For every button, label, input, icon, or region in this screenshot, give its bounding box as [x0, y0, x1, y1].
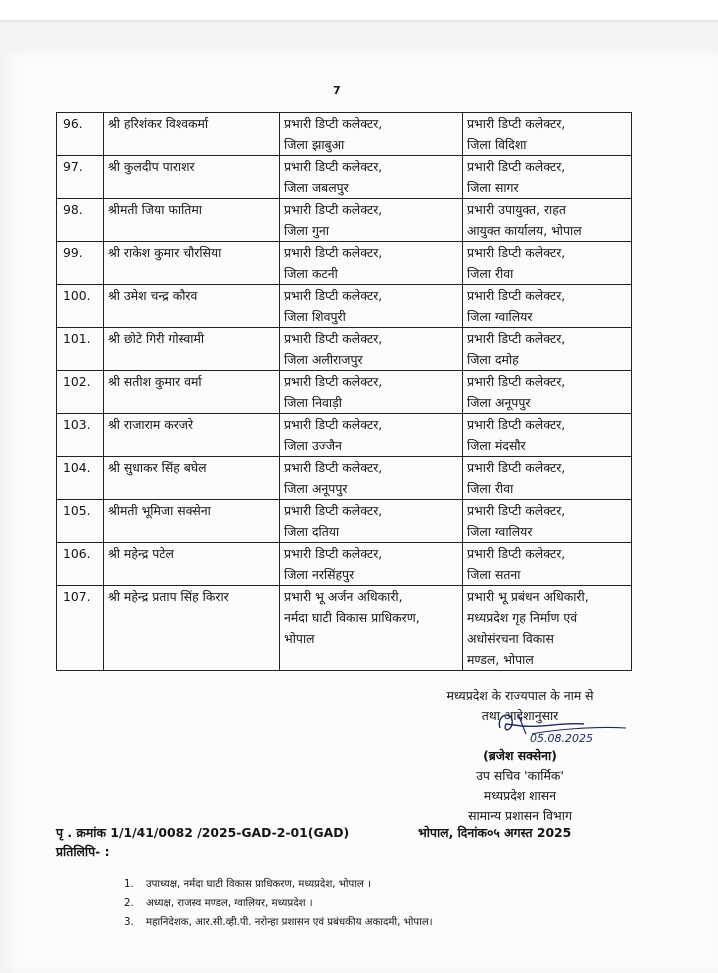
- new-posting-line: प्रभारी डिप्टी कलेक्टर,: [467, 546, 566, 561]
- officer-name-cell: श्री सुधाकर सिंह बघेल: [104, 457, 280, 500]
- serial-cell: 107.: [57, 586, 104, 671]
- signer-department: सामान्य प्रशासन विभाग: [468, 808, 572, 823]
- new-posting-cell: [463, 586, 632, 671]
- current-posting-cell: [280, 113, 463, 156]
- current-posting-cell: [280, 500, 463, 543]
- new-posting-line: प्रभारी डिप्टी कलेक्टर,: [467, 460, 566, 475]
- table-row: [57, 199, 632, 242]
- current-posting-line: जिला झाबुआ: [284, 137, 345, 152]
- new-posting-line: प्रभारी डिप्टी कलेक्टर,: [467, 374, 566, 389]
- current-posting-cell: [280, 414, 463, 457]
- officer-name-cell: श्री महेन्द्र प्रताप सिंह किरार: [104, 586, 280, 671]
- current-posting-line: प्रभारी डिप्टी कलेक्टर,: [284, 374, 383, 389]
- new-posting-line: प्रभारी डिप्टी कलेक्टर,: [467, 503, 566, 518]
- current-posting-cell: [280, 586, 463, 671]
- serial-cell: 100.: [57, 285, 104, 328]
- distribution-item: 2. अध्यक्ष, राजस्व मण्डल, ग्वालियर, मध्यप्रदेश ।: [124, 898, 313, 909]
- current-posting-line: जिला कटनी: [284, 266, 338, 281]
- table-row: [57, 328, 632, 371]
- table-row: [57, 586, 632, 671]
- current-posting-cell: [280, 285, 463, 328]
- new-posting-cell: [463, 500, 632, 543]
- current-posting-line: प्रभारी डिप्टी कलेक्टर,: [284, 159, 383, 174]
- current-posting-line: प्रभारी डिप्टी कलेक्टर,: [284, 417, 383, 432]
- current-posting-line: प्रभारी डिप्टी कलेक्टर,: [284, 331, 383, 346]
- new-posting-cell: [463, 543, 632, 586]
- table-row: [57, 414, 632, 457]
- current-posting-cell: [280, 328, 463, 371]
- serial-cell: 106.: [57, 543, 104, 586]
- new-posting-cell: [463, 199, 632, 242]
- current-posting-cell: [280, 242, 463, 285]
- table-row: [57, 500, 632, 543]
- officer-name-cell: श्री छोटे गिरी गोस्वामी: [104, 328, 280, 371]
- new-posting-line: जिला ग्वालियर: [467, 309, 533, 324]
- new-posting-line: प्रभारी भू प्रबंधन अधिकारी,: [467, 589, 589, 604]
- new-posting-cell: [463, 285, 632, 328]
- current-posting-line: जिला निवाड़ी: [284, 395, 342, 410]
- closing-line-governor: मध्यप्रदेश के राज्यपाल के नाम से: [446, 688, 594, 703]
- officer-name-cell: श्रीमती भूमिजा सक्सेना: [104, 500, 280, 543]
- officer-name-cell: श्री उमेश चन्द्र कौरव: [104, 285, 280, 328]
- current-posting-line: भोपाल: [284, 631, 315, 646]
- current-posting-cell: [280, 156, 463, 199]
- current-posting-line: प्रभारी डिप्टी कलेक्टर,: [284, 503, 383, 518]
- table-row: [57, 457, 632, 500]
- serial-cell: 97.: [57, 156, 104, 199]
- current-posting-cell: [280, 371, 463, 414]
- distribution-list: [124, 875, 433, 932]
- distribution-item: 3. महानिदेशक, आर.सी.व्ही.पी. नरोन्हा प्रशासन एवं प्रबंधकीय अकादमी, भोपाल।: [124, 917, 433, 928]
- signer-name: (ब्रजेश सक्सेना): [483, 748, 557, 763]
- current-posting-line: जिला उज्जैन: [284, 438, 342, 453]
- current-posting-line: नर्मदा घाटी विकास प्राधिकरण,: [284, 610, 420, 625]
- table-row: [57, 543, 632, 586]
- new-posting-cell: [463, 156, 632, 199]
- new-posting-line: प्रभारी उपायुक्त, राहत: [467, 202, 566, 217]
- current-posting-line: जिला जबलपुर: [284, 180, 349, 195]
- officer-name-cell: श्री सतीश कुमार वर्मा: [104, 371, 280, 414]
- officer-name-cell: श्री राजाराम करजरे: [104, 414, 280, 457]
- current-posting-line: प्रभारी डिप्टी कलेक्टर,: [284, 116, 383, 131]
- current-posting-cell: [280, 543, 463, 586]
- serial-cell: 101.: [57, 328, 104, 371]
- new-posting-line: जिला ग्वालियर: [467, 524, 533, 539]
- officer-name-cell: श्रीमती जिया फातिमा: [104, 199, 280, 242]
- new-posting-line: आयुक्त कार्यालय, भोपाल: [467, 223, 582, 238]
- new-posting-line: जिला रीवा: [467, 481, 514, 496]
- serial-cell: 102.: [57, 371, 104, 414]
- new-posting-line: जिला सतना: [467, 567, 521, 582]
- table-row: [57, 285, 632, 328]
- current-posting-cell: [280, 199, 463, 242]
- serial-cell: 104.: [57, 457, 104, 500]
- current-posting-cell: [280, 457, 463, 500]
- page-number: 7: [333, 84, 341, 97]
- reference-number: पृ . क्रमांक 1/1/41/0082 /2025-GAD-2-01(GAD): [56, 825, 350, 840]
- new-posting-cell: [463, 414, 632, 457]
- new-posting-cell: [463, 371, 632, 414]
- officer-name-cell: श्री महेन्द्र पटेल: [104, 543, 280, 586]
- new-posting-cell: [463, 242, 632, 285]
- serial-cell: 105.: [57, 500, 104, 543]
- transfer-table-body: [57, 113, 632, 671]
- new-posting-line: मण्डल, भोपाल: [467, 652, 534, 667]
- current-posting-line: जिला दतिया: [284, 524, 340, 539]
- new-posting-line: जिला मंदसौर: [467, 438, 526, 453]
- table-row: [57, 371, 632, 414]
- current-posting-line: प्रभारी डिप्टी कलेक्टर,: [284, 546, 383, 561]
- serial-cell: 103.: [57, 414, 104, 457]
- top-divider: [0, 20, 718, 22]
- current-posting-line: प्रभारी भू अर्जन अधिकारी,: [284, 589, 403, 604]
- new-posting-cell: [463, 457, 632, 500]
- serial-cell: 96.: [57, 113, 104, 156]
- officer-name-cell: श्री हरिशंकर विश्वकर्मा: [104, 113, 280, 156]
- new-posting-line: प्रभारी डिप्टी कलेक्टर,: [467, 417, 566, 432]
- current-posting-line: जिला शिवपुरी: [284, 309, 346, 324]
- signer-government: मध्यप्रदेश शासन: [483, 788, 557, 803]
- serial-cell: 98.: [57, 199, 104, 242]
- current-posting-line: जिला नरसिंहपुर: [284, 567, 355, 582]
- new-posting-line: प्रभारी डिप्टी कलेक्टर,: [467, 331, 566, 346]
- new-posting-line: प्रभारी डिप्टी कलेक्टर,: [467, 288, 566, 303]
- distribution-item: 1. उपाध्यक्ष, नर्मदा घाटी विकास प्राधिकरण, मध्यप्रदेश, भोपाल ।: [124, 879, 371, 890]
- new-posting-line: प्रभारी डिप्टी कलेक्टर,: [467, 116, 566, 131]
- handwritten-signature: [492, 704, 632, 748]
- issue-date: भोपाल, दिनांक०५ अगस्त 2025: [418, 825, 572, 840]
- signature-date: 05.08.2025: [530, 732, 593, 745]
- new-posting-cell: [463, 328, 632, 371]
- transfer-table: [56, 112, 632, 671]
- table-row: [57, 156, 632, 199]
- serial-cell: 99.: [57, 242, 104, 285]
- current-posting-line: प्रभारी डिप्टी कलेक्टर,: [284, 288, 383, 303]
- top-bar: [0, 0, 718, 22]
- signer-designation: उप सचिव 'कार्मिक': [476, 768, 564, 783]
- officer-name-cell: श्री कुलदीप पाराशर: [104, 156, 280, 199]
- new-posting-line: जिला दमोह: [467, 352, 519, 367]
- copy-to-label: प्रतिलिपि- :: [56, 844, 110, 859]
- new-posting-line: मध्यप्रदेश गृह निर्माण एवं: [467, 610, 578, 625]
- new-posting-cell: [463, 113, 632, 156]
- table-row: [57, 242, 632, 285]
- current-posting-line: जिला गुना: [284, 223, 330, 238]
- current-posting-line: जिला अलीराजपुर: [284, 352, 363, 367]
- current-posting-line: प्रभारी डिप्टी कलेक्टर,: [284, 460, 383, 475]
- current-posting-line: प्रभारी डिप्टी कलेक्टर,: [284, 202, 383, 217]
- closing-line-order: तथा आदेशानुसार: [481, 708, 559, 723]
- new-posting-line: जिला सागर: [467, 180, 519, 195]
- new-posting-line: जिला रीवा: [467, 266, 514, 281]
- new-posting-line: जिला अनूपपुर: [467, 395, 531, 410]
- current-posting-line: प्रभारी डिप्टी कलेक्टर,: [284, 245, 383, 260]
- table-row: [57, 113, 632, 156]
- new-posting-line: प्रभारी डिप्टी कलेक्टर,: [467, 159, 566, 174]
- current-posting-line: जिला अनूपपुर: [284, 481, 348, 496]
- officer-name-cell: श्री राकेश कुमार चौरसिया: [104, 242, 280, 285]
- new-posting-line: अधोसंरचना विकास: [467, 631, 554, 646]
- new-posting-line: जिला विदिशा: [467, 137, 527, 152]
- new-posting-line: प्रभारी डिप्टी कलेक्टर,: [467, 245, 566, 260]
